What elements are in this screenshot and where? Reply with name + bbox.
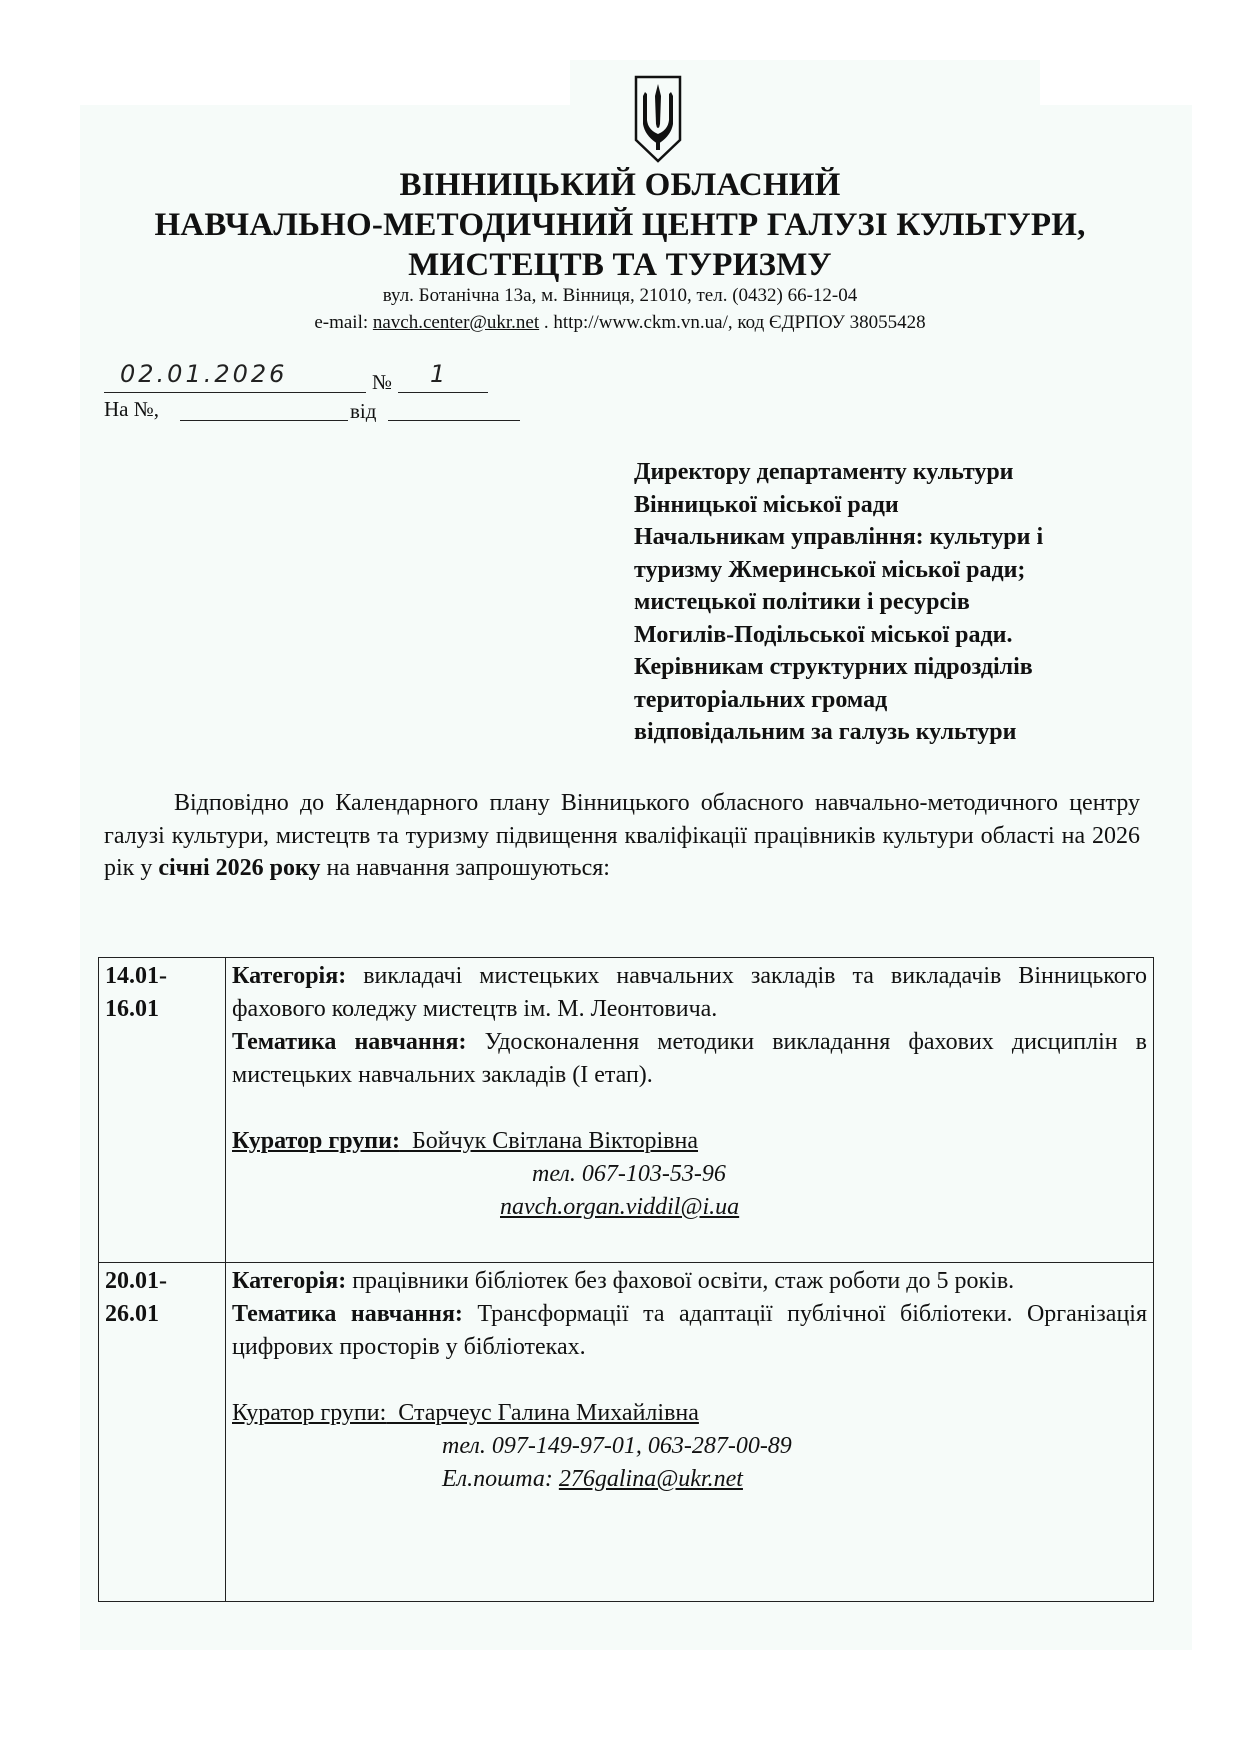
- curator-label: Куратор групи:: [232, 1400, 387, 1426]
- reply-number-label: На №,: [104, 397, 160, 421]
- curator-email-link[interactable]: 276galina@ukr.net: [558, 1466, 743, 1492]
- outgoing-number: 1: [430, 360, 449, 388]
- coat-of-arms-icon: [633, 74, 683, 164]
- topic: [232, 1026, 1147, 1092]
- category-text: працівники бібліотек без фахової освіти, стаж роботи до 5 років.: [346, 1268, 1015, 1294]
- category: [232, 1265, 1147, 1298]
- intro-text: Відповідно до Календарного плану Вінницького обласного навчально-методичного центру галузі культури, мистецтв та туризму підвищення кваліфікації працівників культури області на 2026 рік у: [104, 790, 1140, 882]
- date-start: 14.01-: [105, 963, 167, 989]
- outgoing-date: 02.01.2026: [120, 360, 288, 388]
- addressee-line: мистецької політики і ресурсів: [634, 589, 970, 615]
- date-underline: [104, 392, 366, 393]
- curator-phone: тел. 097-149-97-01, 063-287-00-89: [442, 1433, 792, 1459]
- reply-from-label: від: [350, 399, 377, 423]
- category-text: викладачі мистецьких навчальних закладів та викладачів Вінницького фахового коледжу мистецтв ім. М. Леонтовича.: [232, 963, 1147, 1022]
- addressee-line: туризму Жмеринської міської ради;: [634, 556, 1026, 583]
- dates-cell: [99, 1263, 226, 1602]
- category-label: Категорія:: [232, 963, 347, 989]
- date-end: 16.01: [105, 996, 159, 1022]
- number-underline: [398, 392, 488, 393]
- topic-label: Тематика навчання:: [232, 1029, 467, 1055]
- training-schedule-table: [98, 957, 1154, 1602]
- org-contacts: [0, 311, 1240, 335]
- dates-cell: [99, 958, 226, 1263]
- org-title-line-1: ВІННИЦЬКИЙ ОБЛАСНИЙ: [399, 167, 841, 203]
- category-label: Категорія:: [232, 1268, 347, 1294]
- number-label: №: [372, 370, 393, 394]
- curator-email-link[interactable]: navch.organ.viddil@i.ua: [500, 1194, 740, 1220]
- curator-phone: тел. 067-103-53-96: [532, 1161, 726, 1187]
- org-address: вул. Ботанічна 13а, м. Вінниця, 21010, тел. (0432) 66-12-04: [382, 285, 858, 306]
- org-title-line-3: МИСТЕЦТВ ТА ТУРИЗМУ: [408, 247, 832, 283]
- curator-name: Старчеус Галина Михайлівна: [386, 1400, 699, 1426]
- table-row: [99, 1263, 1154, 1602]
- reply-from-underline: [388, 420, 520, 421]
- reply-number-underline: [180, 420, 348, 421]
- addressee-line: Могилів-Подільської міської ради.: [634, 621, 1013, 648]
- addressee-line: Вінницької міської ради: [634, 491, 899, 518]
- intro-bold-period: січні 2026 року: [158, 855, 321, 882]
- topic-text: Трансформації та адаптації публічної бібліотеки. Організація цифрових просторів у бібліотеках.: [232, 1301, 1147, 1360]
- date-start: 20.01-: [105, 1268, 167, 1294]
- email-label: Ел.пошта:: [442, 1466, 559, 1492]
- email-prefix: e-mail:: [314, 312, 373, 333]
- curator: [232, 1397, 1147, 1430]
- addressee-line: Директору департаменту культури: [634, 459, 1014, 485]
- org-email-link[interactable]: navch.center@ukr.net: [372, 312, 540, 333]
- table-row: [99, 958, 1154, 1263]
- content-cell: [226, 958, 1154, 1263]
- addressee-line: Керівникам структурних підрозділів: [634, 654, 1033, 680]
- intro-text-end: на навчання запрошуються:: [320, 855, 610, 882]
- org-title-line-2: НАВЧАЛЬНО-МЕТОДИЧНИЙ ЦЕНТР ГАЛУЗІ КУЛЬТУРИ,: [154, 207, 1086, 243]
- org-contacts-suffix: . http://www.ckm.vn.ua/, код ЄДРПОУ 38055428: [539, 312, 926, 333]
- topic-label: Тематика навчання:: [232, 1301, 463, 1327]
- addressee-line: відповідальним за галузь культури: [634, 719, 1017, 745]
- curator-label: Куратор групи:: [232, 1128, 400, 1154]
- topic: [232, 1298, 1147, 1364]
- addressee-line: Начальникам управління: культури і: [634, 524, 1044, 550]
- curator-name: Бойчук Світлана Вікторівна: [399, 1128, 699, 1154]
- intro-paragraph: [104, 787, 1140, 885]
- curator: [232, 1125, 1147, 1158]
- addressee-block: [634, 456, 1154, 749]
- date-end: 26.01: [105, 1301, 159, 1327]
- curator-email: [232, 1463, 1147, 1496]
- content-cell: [226, 1263, 1154, 1602]
- addressee-line: територіальних громад: [634, 686, 888, 713]
- topic-text: Удосконалення методики викладання фахових дисциплін в мистецьких навчальних закладів (І етап).: [232, 1029, 1147, 1088]
- category: [232, 960, 1147, 1026]
